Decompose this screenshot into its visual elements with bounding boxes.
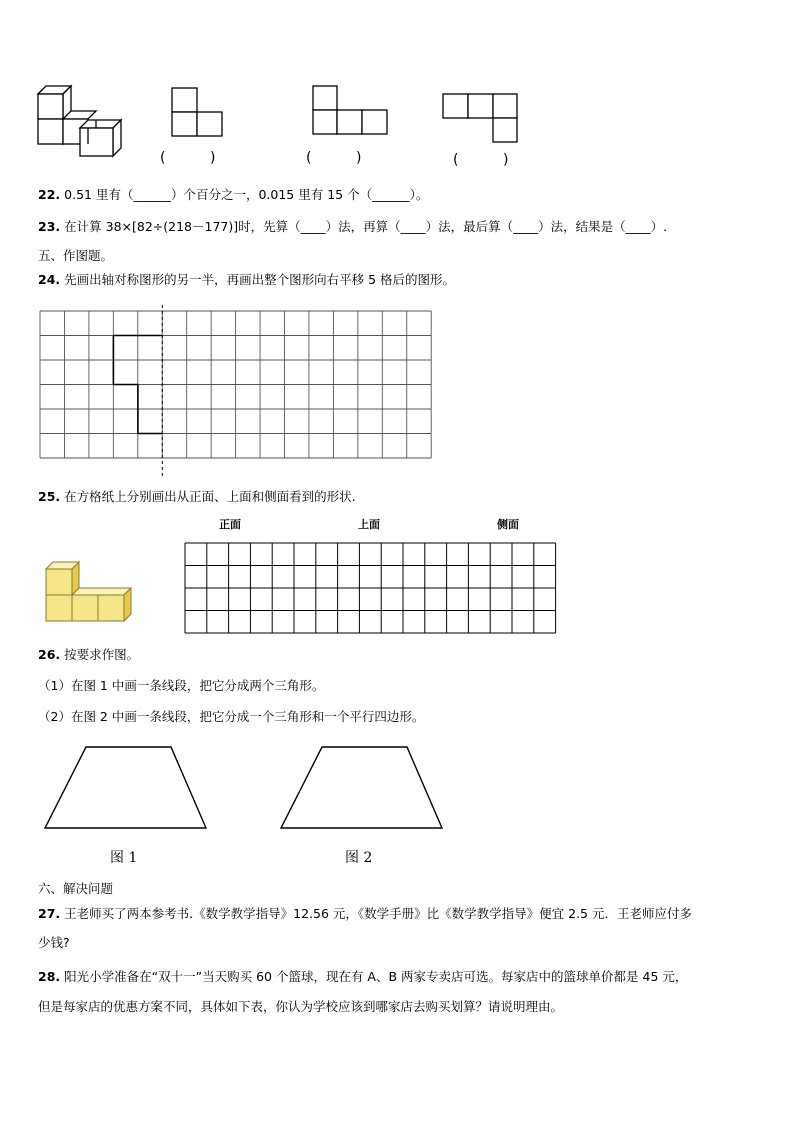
figure-2-caption: 图 2 xyxy=(345,850,373,866)
question-26-part-2: （2）在图 2 中画一条线段，把它分成一个三角形和一个平行四边形。 xyxy=(38,709,425,724)
question-26-part-1: （1）在图 1 中画一条线段，把它分成两个三角形。 xyxy=(38,678,325,693)
question-text: 按要求作图。 xyxy=(64,647,140,662)
question-number: 27. xyxy=(38,906,61,921)
question-number: 26. xyxy=(38,647,61,662)
question-text: 0.51 里有（______）个百分之一，0.015 里有 15 个（______）。 xyxy=(64,187,429,202)
question-28 xyxy=(38,969,687,985)
answer-paren-3[interactable]: ( ) xyxy=(453,152,509,168)
figure-1-caption: 图 1 xyxy=(110,850,138,866)
symmetry-grid[interactable] xyxy=(40,311,434,479)
yellow-cubes-figure xyxy=(44,561,134,627)
section-5-heading: 五、作图题。 xyxy=(38,248,114,263)
trapezoid-figure-2[interactable] xyxy=(280,746,444,830)
label-side: 侧面 xyxy=(497,518,519,531)
question-27-line-2: 少钱? xyxy=(38,935,70,950)
question-24 xyxy=(38,272,455,288)
question-number: 28. xyxy=(38,969,61,984)
question-number: 24. xyxy=(38,272,61,287)
question-22 xyxy=(38,187,428,203)
question-text: 在计算 38×[82÷(218－177)]时，先算（____）法，再算（____）法，最后算（____）法，结果是（____）. xyxy=(64,219,668,234)
question-23 xyxy=(38,219,667,235)
answer-paren-2[interactable]: ( ) xyxy=(306,150,362,166)
trapezoid-figure-1[interactable] xyxy=(44,746,208,830)
question-number: 23. xyxy=(38,219,61,234)
question-number: 22. xyxy=(38,187,61,202)
question-number: 25. xyxy=(38,489,61,504)
question-text-line-1: 阳光小学准备在“双十一”当天购买 60 个篮球，现在有 A、B 两家专卖店可选。每家店中的篮球单价都是 45 元， xyxy=(64,969,688,984)
question-27 xyxy=(38,906,692,922)
label-top: 上面 xyxy=(358,518,380,531)
question-text: 在方格纸上分别画出从正面、上面和侧面看到的形状. xyxy=(64,489,356,504)
question-28-line-2: 但是每家店的优惠方案不同，具体如下表，你认为学校应该到哪家店去购买划算？请说明理由。 xyxy=(38,999,564,1014)
view-shape-2 xyxy=(313,86,389,136)
question-text-line-1: 王老师买了两本参考书.《数学教学指导》12.56 元，《数学手册》比《数学教学指导》便宜 2.5 元．王老师应付多 xyxy=(64,906,692,921)
section-6-heading: 六、解决问题 xyxy=(38,881,114,896)
question-25 xyxy=(38,489,356,505)
view-shape-1 xyxy=(172,88,224,138)
label-front: 正面 xyxy=(219,518,241,531)
question-26 xyxy=(38,647,139,663)
three-view-grid[interactable] xyxy=(185,543,557,635)
cube-stack-figure xyxy=(38,86,124,158)
answer-paren-1[interactable]: ( ) xyxy=(160,150,216,166)
view-shape-3 xyxy=(443,94,519,144)
question-text: 先画出轴对称图形的另一半，再画出整个图形向右平移 5 格后的图形。 xyxy=(64,272,456,287)
